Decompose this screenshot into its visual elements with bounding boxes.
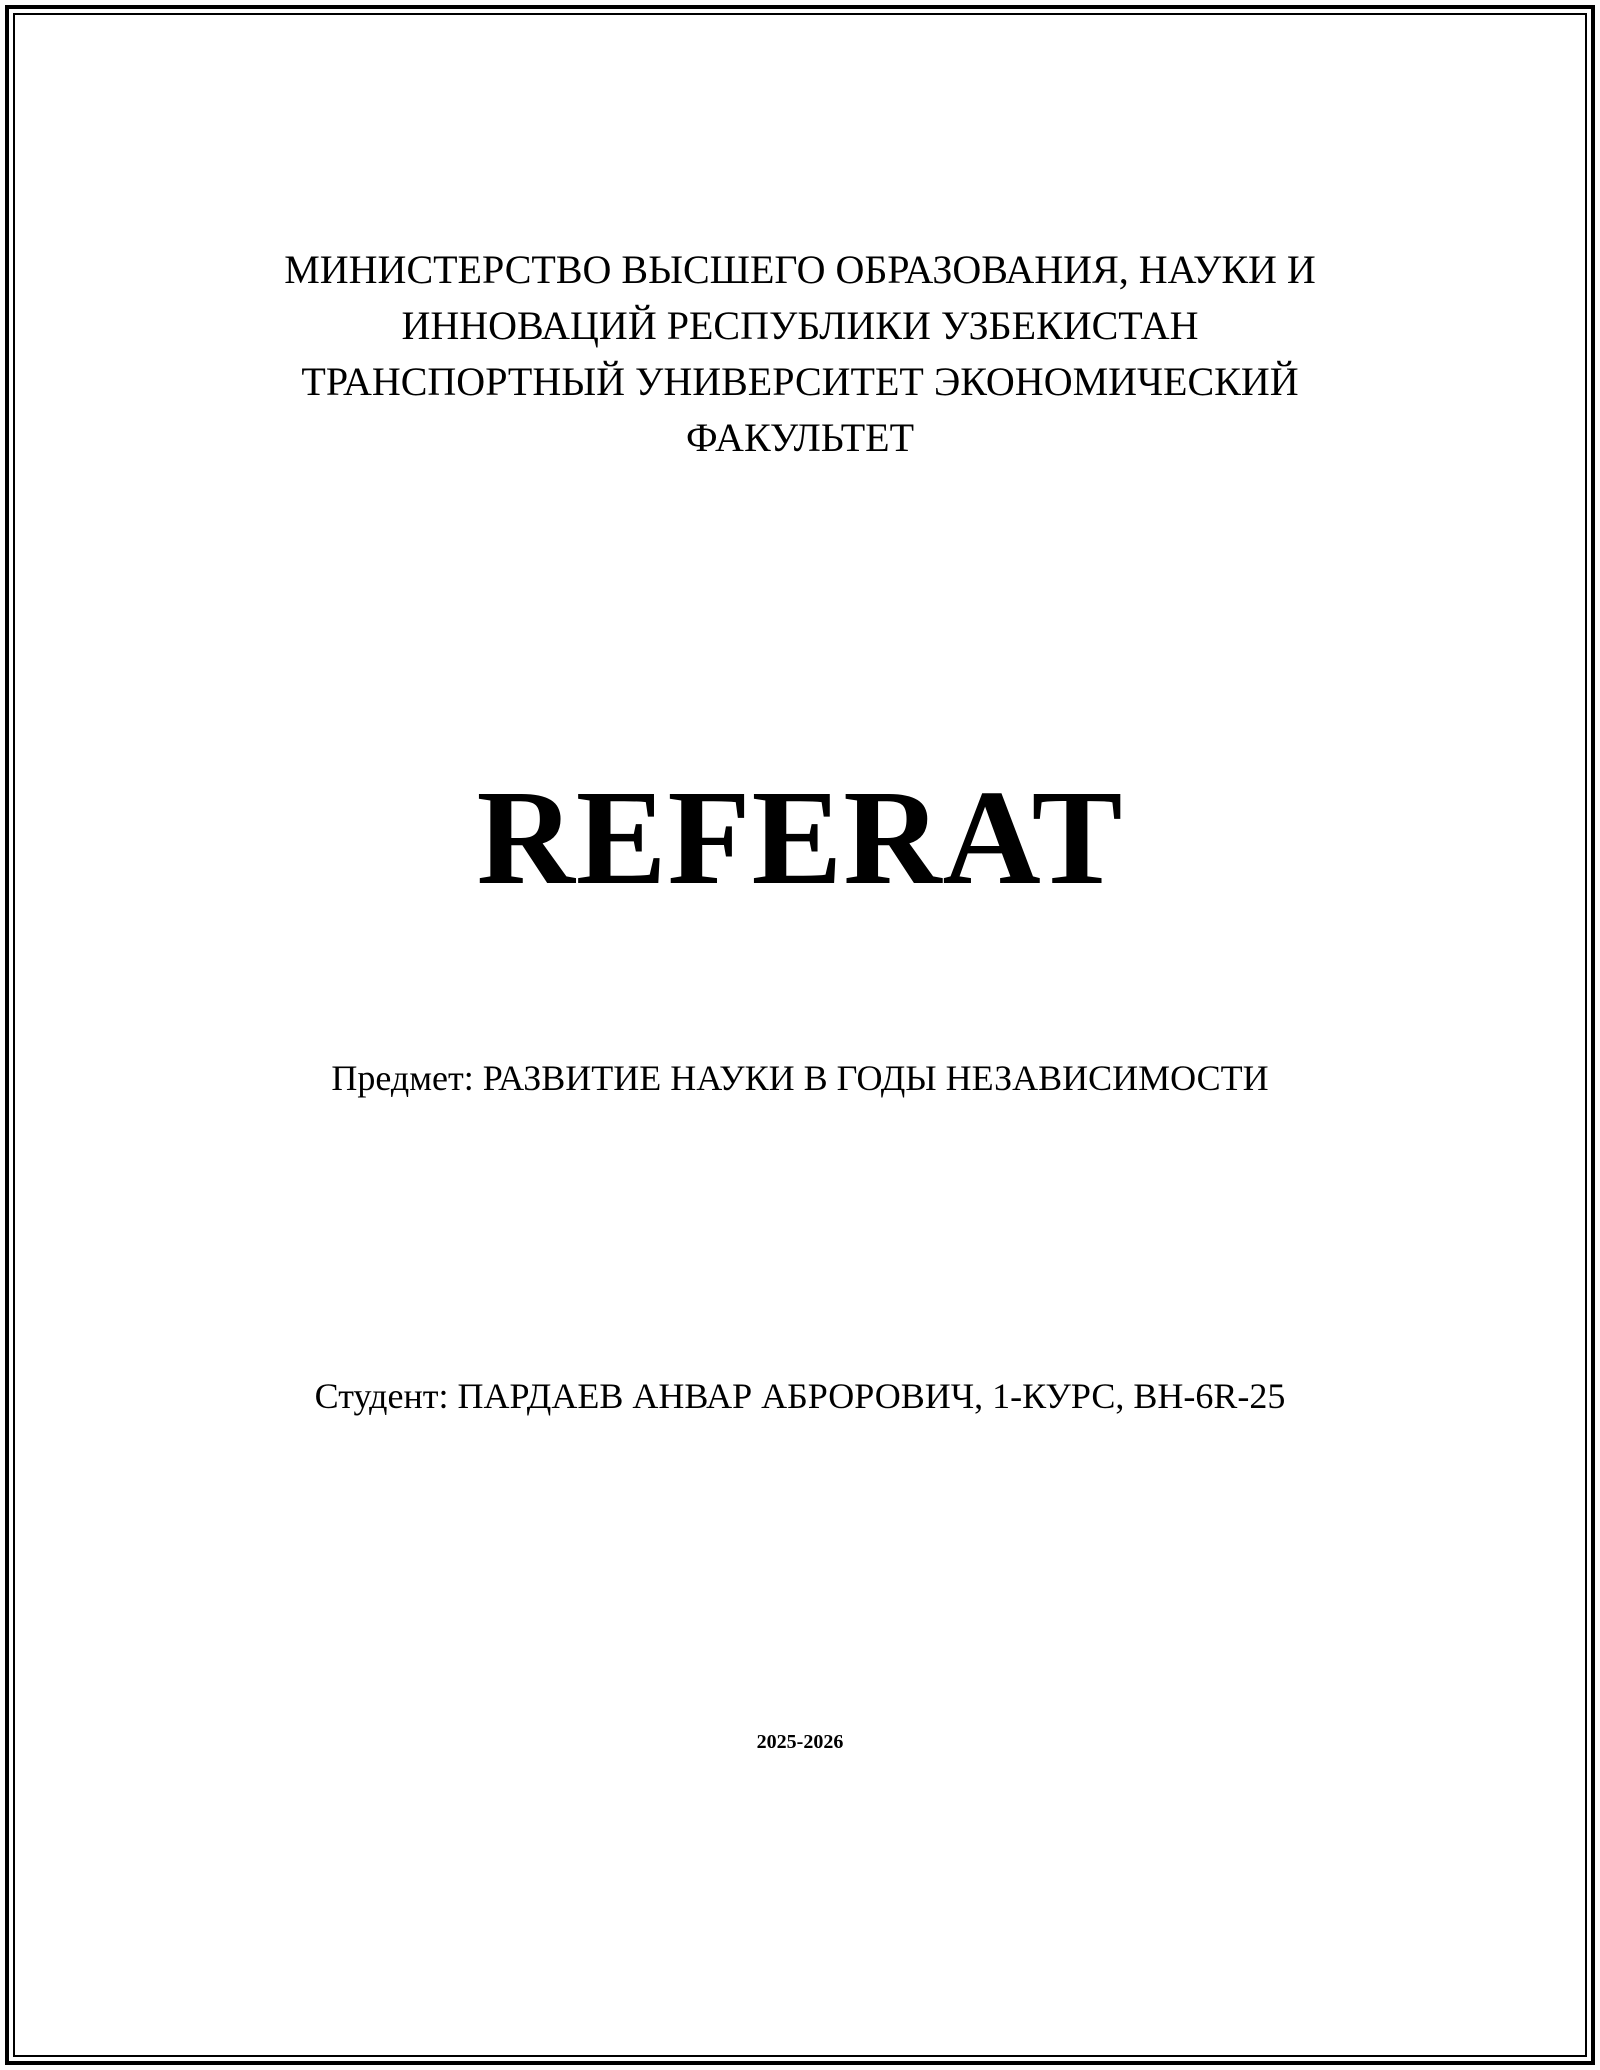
header-line-republic: ИННОВАЦИЙ РЕСПУБЛИКИ УЗБЕКИСТАН bbox=[401, 303, 1199, 348]
institution-header bbox=[0, 242, 1600, 466]
header-line-faculty: ФАКУЛЬТЕТ bbox=[685, 415, 915, 460]
academic-year: 2025-2026 bbox=[756, 1731, 844, 1753]
subject-line: Предмет: РАЗВИТИЕ НАУКИ В ГОДЫ НЕЗАВИСИМОСТИ bbox=[331, 1058, 1269, 1098]
student-line: Студент: ПАРДАЕВ АНВАР АБРОРОВИЧ, 1-КУРС, BH-6R-25 bbox=[314, 1376, 1286, 1416]
document-title: REFERAT bbox=[476, 763, 1124, 913]
header-line-university: ТРАНСПОРТНЫЙ УНИВЕРСИТЕТ ЭКОНОМИЧЕСКИЙ bbox=[301, 359, 1299, 404]
header-line-ministry: МИНИСТЕРСТВО ВЫСШЕГО ОБРАЗОВАНИЯ, НАУКИ И bbox=[284, 247, 1316, 292]
